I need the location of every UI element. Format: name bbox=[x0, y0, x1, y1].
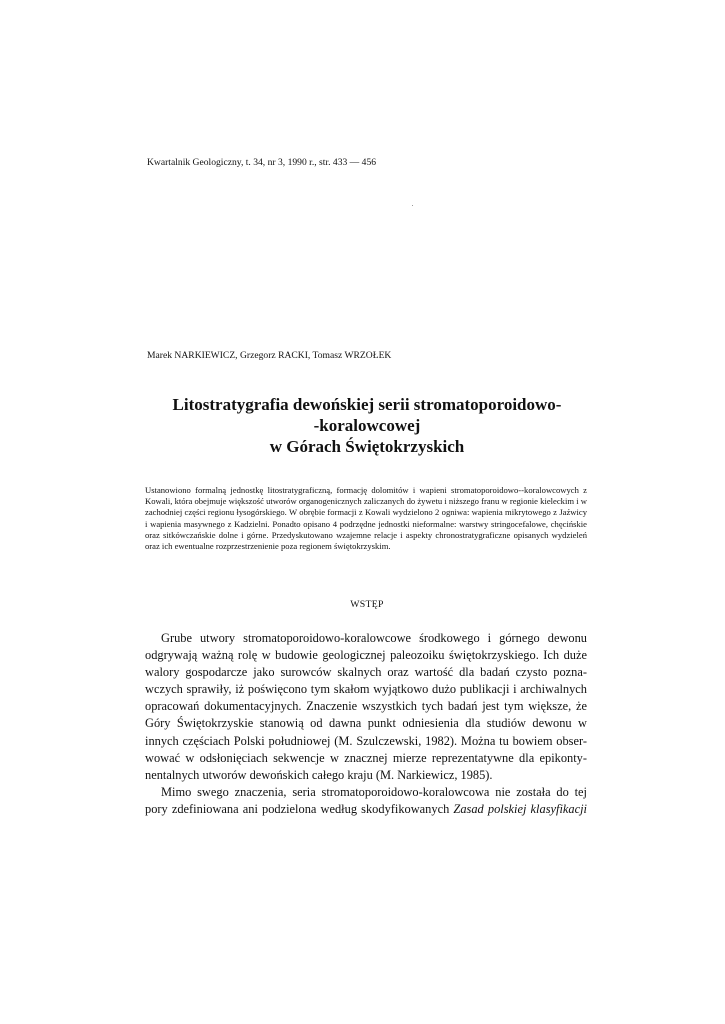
paragraph-2-text: Mimo swego znaczenia, seria stromatoporoidowo-koralowcowa nie została do tej pory zdefiniowana ani podzielona według skodyfikowanych bbox=[145, 784, 587, 816]
body-text bbox=[145, 630, 587, 818]
abstract bbox=[145, 485, 587, 552]
title-line-2: -koralowcowej bbox=[313, 416, 421, 435]
section-heading: WSTĘP bbox=[350, 599, 384, 610]
paragraph-1: Grube utwory stromatoporoidowo-koralowcowe środkowego i górnego dewonu odgrywają ważną rolę w budowie geologicznej paleozoiku świętokrzyskiego. Ich duże walory gospodarcze jako surowców skalnych oraz wartość dla badań czysto pozna-wczych sprawiły, iż poświęcono tym skałom wyjątkowo dużo publikacji i archiwalnych opracowań dokumentacyjnych. Znaczenie wszystkich tych badań jest tym większe, że Góry Świętokrzyskie stanowią od dawna punkt odniesienia dla studiów dewonu w innych częściach Polski południowej (M. Szulczewski, 1982). Można tu bowiem obser-wować w odsłonięciach sekwencje w znacznej mierze reprezentatywne dla epikonty-nentalnych utworów dewońskich całego kraju (M. Narkiewicz, 1985). bbox=[145, 631, 587, 782]
scan-speck bbox=[412, 205, 413, 206]
abstract-text: Ustanowiono formalną jednostkę litostratygraficzną, formację dolomitów i wapieni stromatoporoidowo--koralowcowych z Kowali, która obejmuje większość utworów organogenicznych zaliczanych do żywetu i niższego franu w regionie kieleckim i w zachodniej części regionu łysogórskiego. W obrębie formacji z Kowali wydzielono 2 ogniwa: wapienia mikrytowego z Jaźwicy i wapienia masywnego z Kadzielni. Ponadto opisano 4 podrzędne jednostki nieformalne: warstwy stringocefalowe, chęcińskie oraz sitkówczańskie dolne i górne. Przedyskutowano wzajemne relacje i aspekty chronostratygraficzne opisanych wydzieleń oraz ich ewentualne rozprzestrzenienie poza regionem świętokrzyskim. bbox=[145, 485, 587, 552]
title-line-3: w Górach Świętokrzyskich bbox=[269, 437, 465, 456]
journal-reference: Kwartalnik Geologiczny, t. 34, nr 3, 1990 r., str. 433 — 456 bbox=[147, 157, 377, 168]
article-authors: Marek NARKIEWICZ, Grzegorz RACKI, Tomasz WRZOŁEK bbox=[147, 350, 392, 361]
paragraph-2 bbox=[145, 784, 587, 818]
article-title bbox=[147, 394, 587, 457]
title-line-1: Litostratygrafia dewońskiej serii stromatoporoidowo- bbox=[172, 395, 562, 414]
paragraph-2-italic-text: Zasad polskiej klasyfikacji bbox=[453, 801, 587, 816]
